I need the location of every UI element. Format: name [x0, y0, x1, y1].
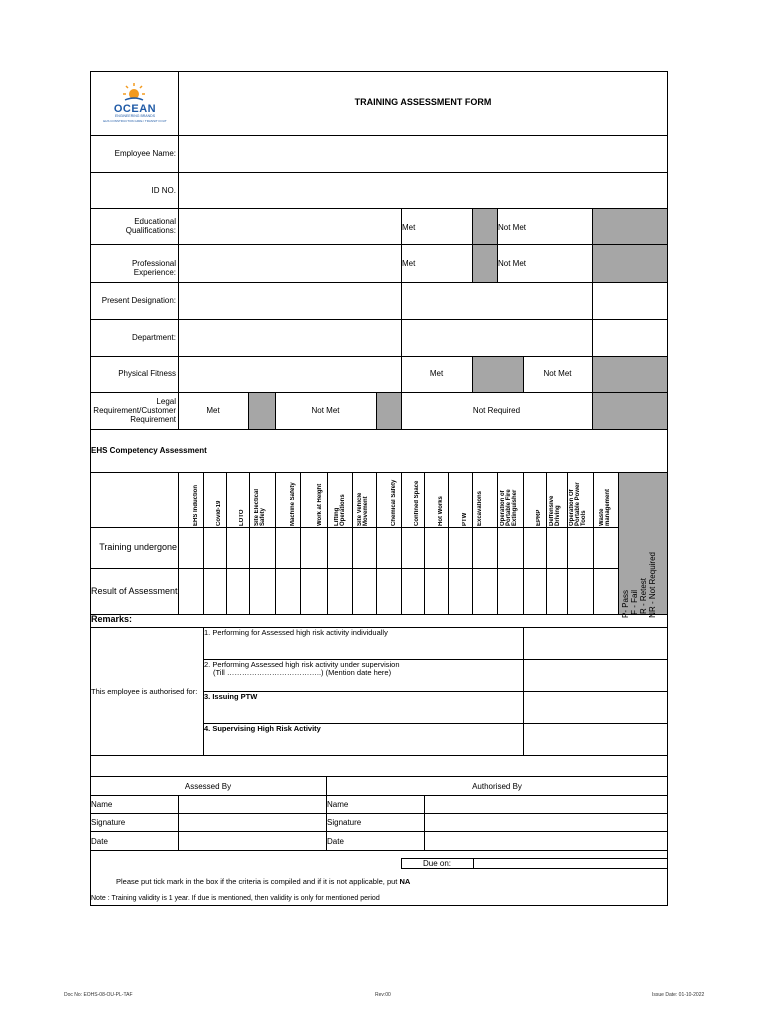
- col-defensive-driving: Deffensive Driving: [549, 495, 561, 526]
- col-ptw: PTW: [462, 512, 468, 526]
- present-designation-label: Present Designation:: [101, 296, 176, 305]
- col-confined-space: Confined Space: [414, 480, 420, 526]
- na-marker: NA: [399, 877, 411, 886]
- remark-item-1: 1. Performing for Assessed high risk activity individually: [204, 628, 388, 637]
- issue-date: Issue Date: 01-10-2022: [652, 992, 705, 998]
- col-hot-works: Hot Works: [438, 496, 444, 526]
- logo-tagline: ENGINEERING BRANDS: [114, 114, 156, 118]
- fit-not-met-label: Not Met: [543, 369, 572, 378]
- legal-not-required-label: Not Required: [472, 406, 521, 415]
- due-on-label: Due on:: [422, 859, 452, 868]
- legend-retest: R - Retest: [639, 578, 648, 615]
- assessed-date-field[interactable]: [179, 832, 326, 850]
- authorised-date-label: Date: [327, 837, 344, 846]
- educational-qualifications-field[interactable]: [179, 209, 401, 244]
- legal-not-met-label: Not Met: [311, 406, 340, 415]
- assessed-date-label: Date: [91, 837, 108, 846]
- authorised-signature-label: Signature: [327, 818, 362, 827]
- assessed-signature-label: Signature: [91, 818, 126, 827]
- assessed-by-header: Assessed By: [184, 782, 232, 791]
- col-work-at-height: Work at Height: [317, 483, 323, 526]
- authorised-name-label: Name: [327, 800, 349, 809]
- remark-item-3: 3. Issuing PTW: [204, 692, 258, 701]
- authorised-by-header: Authorised By: [472, 782, 522, 791]
- col-waste-management: Waste management: [599, 488, 611, 526]
- remark-checkbox-1[interactable]: [524, 628, 667, 659]
- exp-not-met-label: Not Met: [498, 259, 527, 268]
- col-excavations: Excavations: [477, 490, 483, 526]
- col-portable-power-tools: Operation Of Portable Power Tools: [569, 482, 587, 526]
- competency-section-title: EHS Competency Assessment: [91, 446, 207, 455]
- edu-not-met-label: Not Met: [498, 223, 527, 232]
- authorised-date-field[interactable]: [425, 832, 667, 850]
- id-no-field[interactable]: [179, 173, 667, 208]
- result-of-assessment-row[interactable]: [179, 569, 618, 614]
- col-machine-safety: Machine Safety: [290, 482, 296, 526]
- assessed-name-label: Name: [91, 800, 113, 809]
- authorised-name-field[interactable]: [425, 796, 667, 813]
- physical-fitness-field[interactable]: [179, 357, 401, 392]
- assessed-name-field[interactable]: [179, 796, 326, 813]
- assessed-signature-field[interactable]: [179, 814, 326, 831]
- company-logo: [91, 72, 178, 135]
- employee-name-field[interactable]: [179, 136, 667, 172]
- legend-not-required: NR - Not Required: [648, 552, 657, 618]
- legal-requirement-label: Legal Requirement/Customer Requirement: [93, 397, 176, 424]
- revision: Rev:00: [375, 992, 391, 998]
- form-title: TRAINING ASSESSMENT FORM: [354, 97, 492, 107]
- remark-checkbox-4[interactable]: [524, 724, 667, 755]
- due-on-field[interactable]: [474, 859, 667, 868]
- col-site-vehicle-movement: Site Vehicle Movement: [357, 492, 369, 526]
- employee-name-label: Employee Name:: [114, 149, 176, 158]
- authorised-signature-field[interactable]: [425, 814, 667, 831]
- logo-wordmark: OCEAN: [113, 103, 157, 115]
- col-site-electrical-safety: Site Electical Safety: [254, 488, 266, 526]
- present-designation-field[interactable]: [179, 283, 667, 319]
- authorised-for-label: This employee is authorised for:: [91, 687, 198, 696]
- col-lifting-operations: Lifting Operations: [334, 494, 346, 526]
- remark-item-2-note: (Till ………………………………..) (Mention date here): [213, 668, 392, 677]
- professional-experience-field[interactable]: [179, 245, 401, 282]
- legal-met-label: Met: [206, 406, 220, 415]
- remark-checkbox-3[interactable]: [524, 692, 667, 723]
- exp-met-label: Met: [402, 259, 416, 268]
- col-chemical-safety: Chemical Safety: [391, 479, 397, 526]
- tick-instruction: Please put tick mark in the box if the criteria is compiled and if it is not applicable, put NA: [116, 877, 411, 886]
- remark-item-4: 4. Supervising High Risk Activity: [204, 724, 321, 733]
- training-undergone-label: Training undergone: [99, 542, 177, 552]
- id-no-label: ID NO.: [151, 186, 176, 195]
- col-eprp: EPRP: [536, 509, 542, 526]
- remark-item-2: 2. Performing Assessed high risk activity under supervision: [204, 660, 400, 669]
- educational-qualifications-label: Educational Qualifications:: [125, 217, 176, 235]
- physical-fitness-label: Physical Fitness: [118, 369, 176, 378]
- remarks-title: Remarks:: [91, 614, 133, 624]
- col-loto: LOTO: [239, 509, 245, 526]
- edu-met-label: Met: [402, 223, 416, 232]
- legend-pass: P- Pass: [621, 590, 630, 619]
- department-label: Department:: [131, 333, 176, 342]
- fit-met-label: Met: [429, 369, 444, 378]
- remark-checkbox-2[interactable]: [524, 660, 667, 691]
- col-fire-extinguisher: Operation of Portable Fire Extinguisher: [500, 489, 518, 526]
- training-undergone-row[interactable]: [179, 528, 618, 568]
- legend-fail: F - Fail: [630, 590, 639, 615]
- logo-subline: EHS CONSTRUCTION HIRE / TRANSIT FOUT: [103, 119, 167, 123]
- col-ehs-induction: EHS Induction: [193, 485, 199, 526]
- professional-experience-label: Professional Experience:: [131, 259, 176, 277]
- doc-number: Doc No: EOHS-08-OU-PL-TAF: [64, 992, 133, 998]
- result-of-assessment-label: Result of Assessment: [91, 586, 178, 596]
- department-field[interactable]: [179, 320, 667, 356]
- validity-note: Note : Training validity is 1 year. If due is mentioned, then validity is only for mentioned period: [91, 895, 380, 902]
- col-covid-19: Covid-19: [216, 500, 222, 526]
